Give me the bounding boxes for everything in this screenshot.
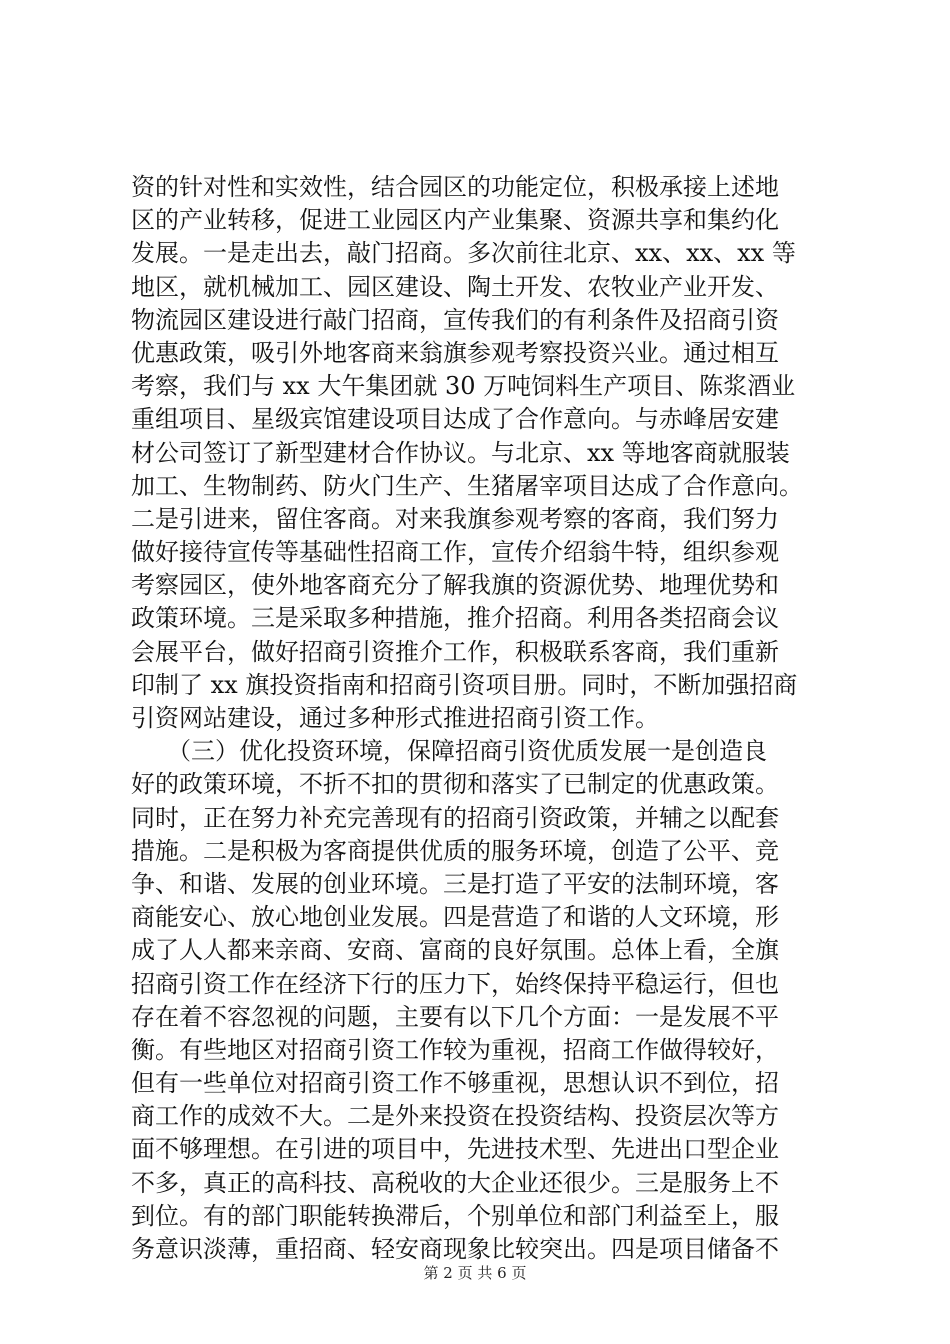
text-line: 面不够理想。在引进的项目中，先进技术型、先进出口型企业 (131, 1135, 779, 1164)
text-line: （三）优化投资环境，保障招商引资优质发展一是创造良 (131, 737, 767, 766)
text-line: 优惠政策，吸引外地客商来翁旗参观考察投资兴业。通过相互 (131, 338, 779, 367)
text-line: 做好接待宣传等基础性招商工作，宣传介绍翁牛特，组织参观 (131, 538, 779, 567)
text-line: 二是引进来，留住客商。对来我旗参观考察的客商，我们努力 (131, 504, 779, 533)
text-line: 重组项目、星级宾馆建设项目达成了合作意向。与赤峰居安建 (131, 405, 779, 434)
text-line: 区的产业转移，促进工业园区内产业集聚、资源共享和集约化 (131, 206, 779, 235)
text-line: 印制了 xx 旗投资指南和招商引资项目册。同时，不断加强招商 (131, 670, 798, 699)
text-line: 好的政策环境，不折不扣的贯彻和落实了已制定的优惠政策。 (131, 770, 779, 799)
text-line: 但有一些单位对招商引资工作不够重视，思想认识不到位，招 (131, 1069, 779, 1098)
text-line: 到位。有的部门职能转换滞后，个别单位和部门利益至上，服 (131, 1201, 779, 1230)
page-footer (0, 1262, 950, 1283)
text-line: 存在着不容忽视的问题，主要有以下几个方面：一是发展不平 (131, 1002, 779, 1031)
text-line: 材公司签订了新型建材合作协议。与北京、xx 等地客商就服装 (131, 438, 790, 467)
text-line: 措施。二是积极为客商提供优质的服务环境，创造了公平、竞 (131, 836, 779, 865)
text-line: 政策环境。三是采取多种措施，推介招商。利用各类招商会议 (131, 604, 779, 633)
text-line: 商能安心、放心地创业发展。四是营造了和谐的人文环境，形 (131, 903, 779, 932)
text-line: 成了人人都来亲商、安商、富商的良好氛围。总体上看，全旗 (131, 936, 779, 965)
body-text (131, 171, 831, 1266)
text-line: 地区，就机械加工、园区建设、陶土开发、农牧业产业开发、 (131, 272, 779, 301)
text-line: 考察园区，使外地客商充分了解我旗的资源优势、地理优势和 (131, 571, 779, 600)
text-line: 引资网站建设，通过多种形式推进招商引资工作。 (131, 704, 659, 732)
text-line: 加工、生物制药、防火门生产、生猪屠宰项目达成了合作意向。 (131, 471, 803, 500)
text-line: 同时，正在努力补充完善现有的招商引资政策，并辅之以配套 (131, 803, 779, 832)
text-line: 商工作的成效不大。二是外来投资在投资结构、投资层次等方 (131, 1102, 779, 1131)
text-line: 物流园区建设进行敲门招商，宣传我们的有利条件及招商引资 (131, 305, 779, 334)
text-line: 招商引资工作在经济下行的压力下，始终保持平稳运行，但也 (131, 969, 779, 998)
text-line: 衡。有些地区对招商引资工作较为重视，招商工作做得较好， (131, 1035, 779, 1064)
text-line: 考察，我们与 xx 大午集团就 30 万吨饲料生产项目、陈浆酒业 (131, 372, 796, 401)
text-line: 务意识淡薄，重招商、轻安商现象比较突出。四是项目储备不 (131, 1235, 779, 1263)
text-line: 不多，真正的高科技、高税收的大企业还很少。三是服务上不 (131, 1168, 779, 1197)
page-number: 第 2 页 共 6 页 (423, 1264, 527, 1282)
text-line: 资的针对性和实效性，结合园区的功能定位，积极承接上述地 (131, 173, 779, 201)
text-line: 会展平台，做好招商引资推介工作，积极联系客商，我们重新 (131, 637, 779, 666)
text-line: 争、和谐、发展的创业环境。三是打造了平安的法制环境，客 (131, 869, 779, 898)
text-line: 发展。一是走出去，敲门招商。多次前往北京、xx、xx、xx 等 (131, 239, 796, 268)
